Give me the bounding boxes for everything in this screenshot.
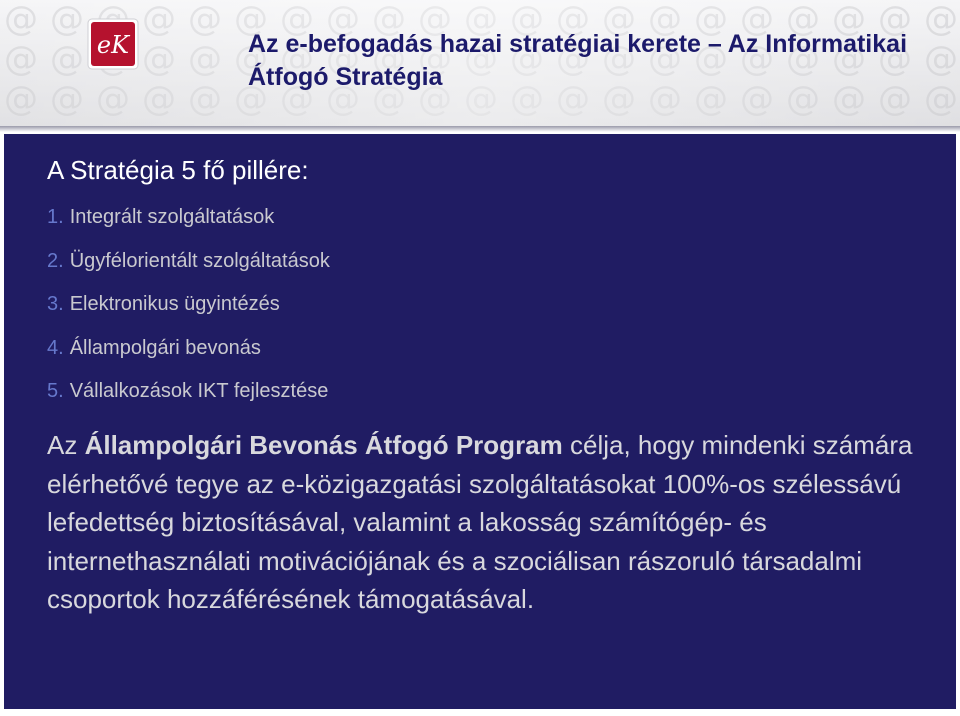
list-item (47, 291, 330, 335)
paragraph-prefix: Az (47, 430, 85, 460)
list-item-label: Ügyfélorientált szolgáltatások (69, 249, 330, 272)
pillars-heading: A Stratégia 5 fő pillére: (47, 155, 309, 185)
program-name: Állampolgári Bevonás Átfogó Program (84, 430, 563, 460)
list-item-number: 4. (47, 336, 64, 359)
list-item (47, 204, 330, 248)
list-item-number: 5. (47, 380, 64, 402)
pillars-list (47, 204, 330, 422)
list-item (47, 335, 330, 379)
logo-icon (87, 18, 139, 70)
header-divider (0, 126, 960, 132)
list-item-number: 3. (47, 293, 64, 315)
paragraph-body: célja, hogy mindenki számára elérhetővé tegye az e-közigazgatási szolgáltatásokat 100%-os szélessávú lefedettség biztosításával, valamint a lakosság számítógép- és internethasználati motivációjának és a szociálisan rászoruló társadalmi csoportok hozzáférésének támogatásával. (47, 430, 913, 614)
list-item-number: 1. (47, 206, 64, 228)
slide-header (0, 0, 960, 126)
list-item-label: Elektronikus ügyintézés (69, 293, 280, 315)
program-description (47, 426, 927, 619)
list-item-label: Állampolgári bevonás (69, 336, 261, 359)
svg-text:eK: eK (96, 31, 130, 59)
page-title: Az e-befogadás hazai stratégiai kerete – Az Informatikai Átfogó Stratégia (248, 30, 908, 91)
list-item-number: 2. (47, 249, 64, 272)
list-item (47, 378, 330, 422)
content-panel (4, 134, 956, 709)
list-item-label: Integrált szolgáltatások (69, 206, 275, 228)
list-item (47, 248, 330, 292)
list-item-label: Vállalkozások IKT fejlesztése (69, 380, 329, 402)
